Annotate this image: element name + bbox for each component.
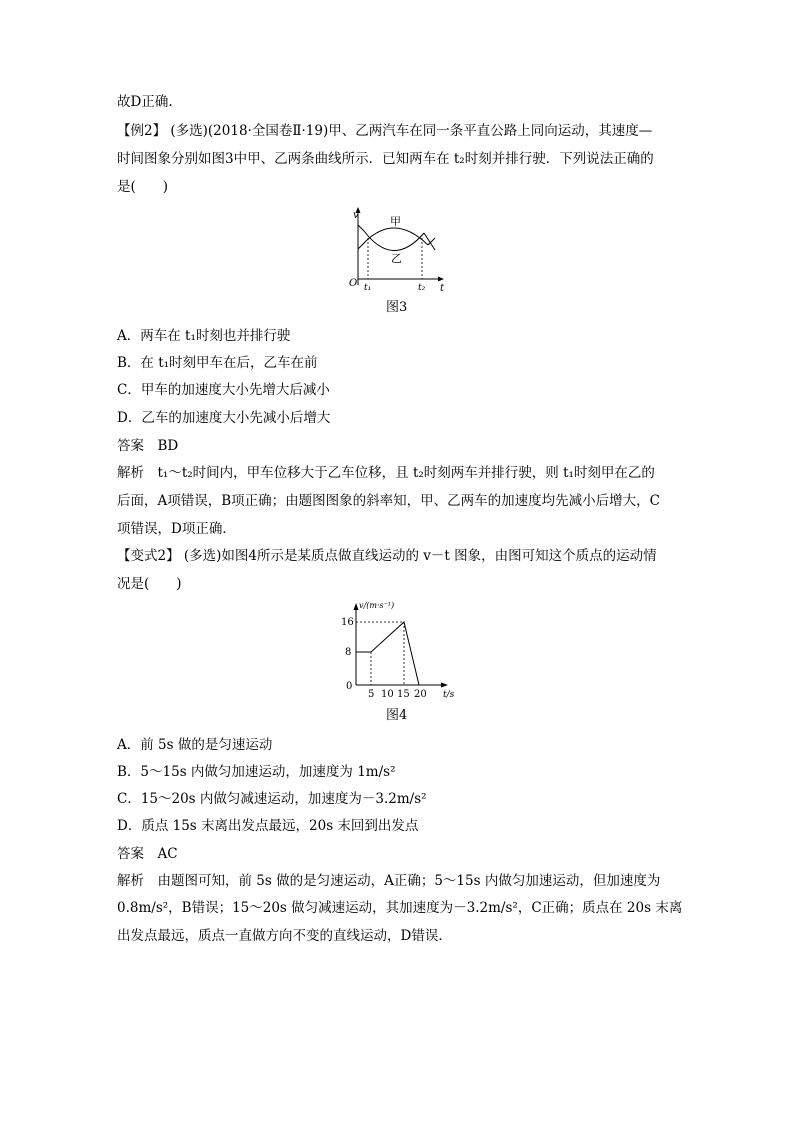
curve-yi-left — [358, 225, 364, 231]
explanation-line: 0.8m/s²，B错误；15～20s 做匀减速运动，其加速度为－3.2m/s²，C正确；质点在 20s 末离 — [117, 900, 683, 916]
example-2-heading: 【例2】 (多选)(2018·全国卷Ⅱ·19)甲、乙两汽车在同一条平直公路上同向运动，其速度— — [117, 123, 653, 139]
x-tick-10: 10 — [381, 689, 394, 700]
figure-3-chart — [340, 205, 450, 295]
figure-4-caption: 图4 — [386, 708, 408, 723]
t-axis-arrow — [438, 277, 444, 282]
text-line: 是( ) — [117, 179, 169, 195]
answer: 答案 BD — [117, 438, 179, 454]
velocity-line — [356, 622, 419, 685]
t-axis-arrow — [441, 683, 448, 688]
option-b: B．5～15s 内做匀加速运动，加速度为 1m/s² — [117, 764, 396, 780]
y-tick-16: 16 — [341, 617, 354, 628]
explanation-line: 解析 由题图可知，前 5s 做的是匀速运动，A正确；5～15s 内做匀加速运动，但加速度为 — [117, 873, 661, 889]
x-tick-5: 5 — [368, 689, 375, 700]
curve-yi-right — [424, 233, 435, 250]
x-axis-label: t/s — [443, 690, 455, 700]
option-b: B．在 t₁时刻甲车在后，乙车在前 — [117, 355, 318, 371]
figure-3-caption: 图3 — [386, 300, 408, 315]
option-d: D．乙车的加速度大小先减小后增大 — [117, 410, 331, 426]
x-tick-20: 20 — [414, 689, 427, 700]
figure-4-chart — [330, 596, 470, 701]
t1-label: t₁ — [364, 283, 372, 293]
curve-jia — [362, 228, 428, 245]
text-line: 况是( ) — [117, 576, 182, 592]
option-c: C．甲车的加速度大小先增大后减小 — [117, 382, 330, 398]
option-a: A．前 5s 做的是匀速运动 — [117, 737, 273, 753]
curve-jia-left — [358, 245, 362, 249]
explanation-line: 出发点最远，质点一直做方向不变的直线运动，D错误． — [117, 928, 452, 944]
v-axis-arrow — [354, 603, 359, 610]
explanation-line: 项错误，D项正确． — [117, 521, 236, 537]
jia-label: 甲 — [390, 215, 401, 228]
explanation-line: 解析 t₁～t₂时间内，甲车位移大于乙车位移，且 t₂时刻两车并排行驶，则 t₁时刻甲在乙的 — [117, 465, 655, 481]
text-line: 时间图象分别如图3中甲、乙两条曲线所示．已知两车在 t₂时刻并排行驶．下列说法正确的 — [117, 151, 654, 167]
t2-label: t₂ — [418, 283, 426, 293]
curve-yi — [364, 231, 424, 251]
option-d: D．质点 15s 末离出发点最远，20s 末回到出发点 — [117, 818, 419, 834]
origin-label: O — [349, 278, 358, 289]
v-label: v — [353, 210, 359, 221]
option-a: A．两车在 t₁时刻也并排行驶 — [117, 328, 291, 344]
answer: 答案 AC — [117, 846, 178, 862]
explanation-line: 后面，A项错误，B项正确；由题图图象的斜率知，甲、乙两车的加速度均先减小后增大，C — [117, 493, 660, 509]
variant-2-heading: 【变式2】 (多选)如图4所示是某质点做直线运动的 v－t 图象，由图可知这个质点的运动情 — [117, 548, 657, 564]
x-tick-15: 15 — [397, 689, 410, 700]
x-tick-0: 0 — [346, 681, 353, 692]
y-tick-8: 8 — [345, 647, 352, 658]
text-line: 故D正确. — [117, 94, 173, 110]
y-axis-label: v/(m·s⁻¹) — [359, 601, 395, 610]
t-label: t — [440, 283, 445, 294]
option-c: C．15～20s 内做匀减速运动，加速度为－3.2m/s² — [117, 791, 427, 807]
yi-label: 乙 — [391, 252, 402, 265]
